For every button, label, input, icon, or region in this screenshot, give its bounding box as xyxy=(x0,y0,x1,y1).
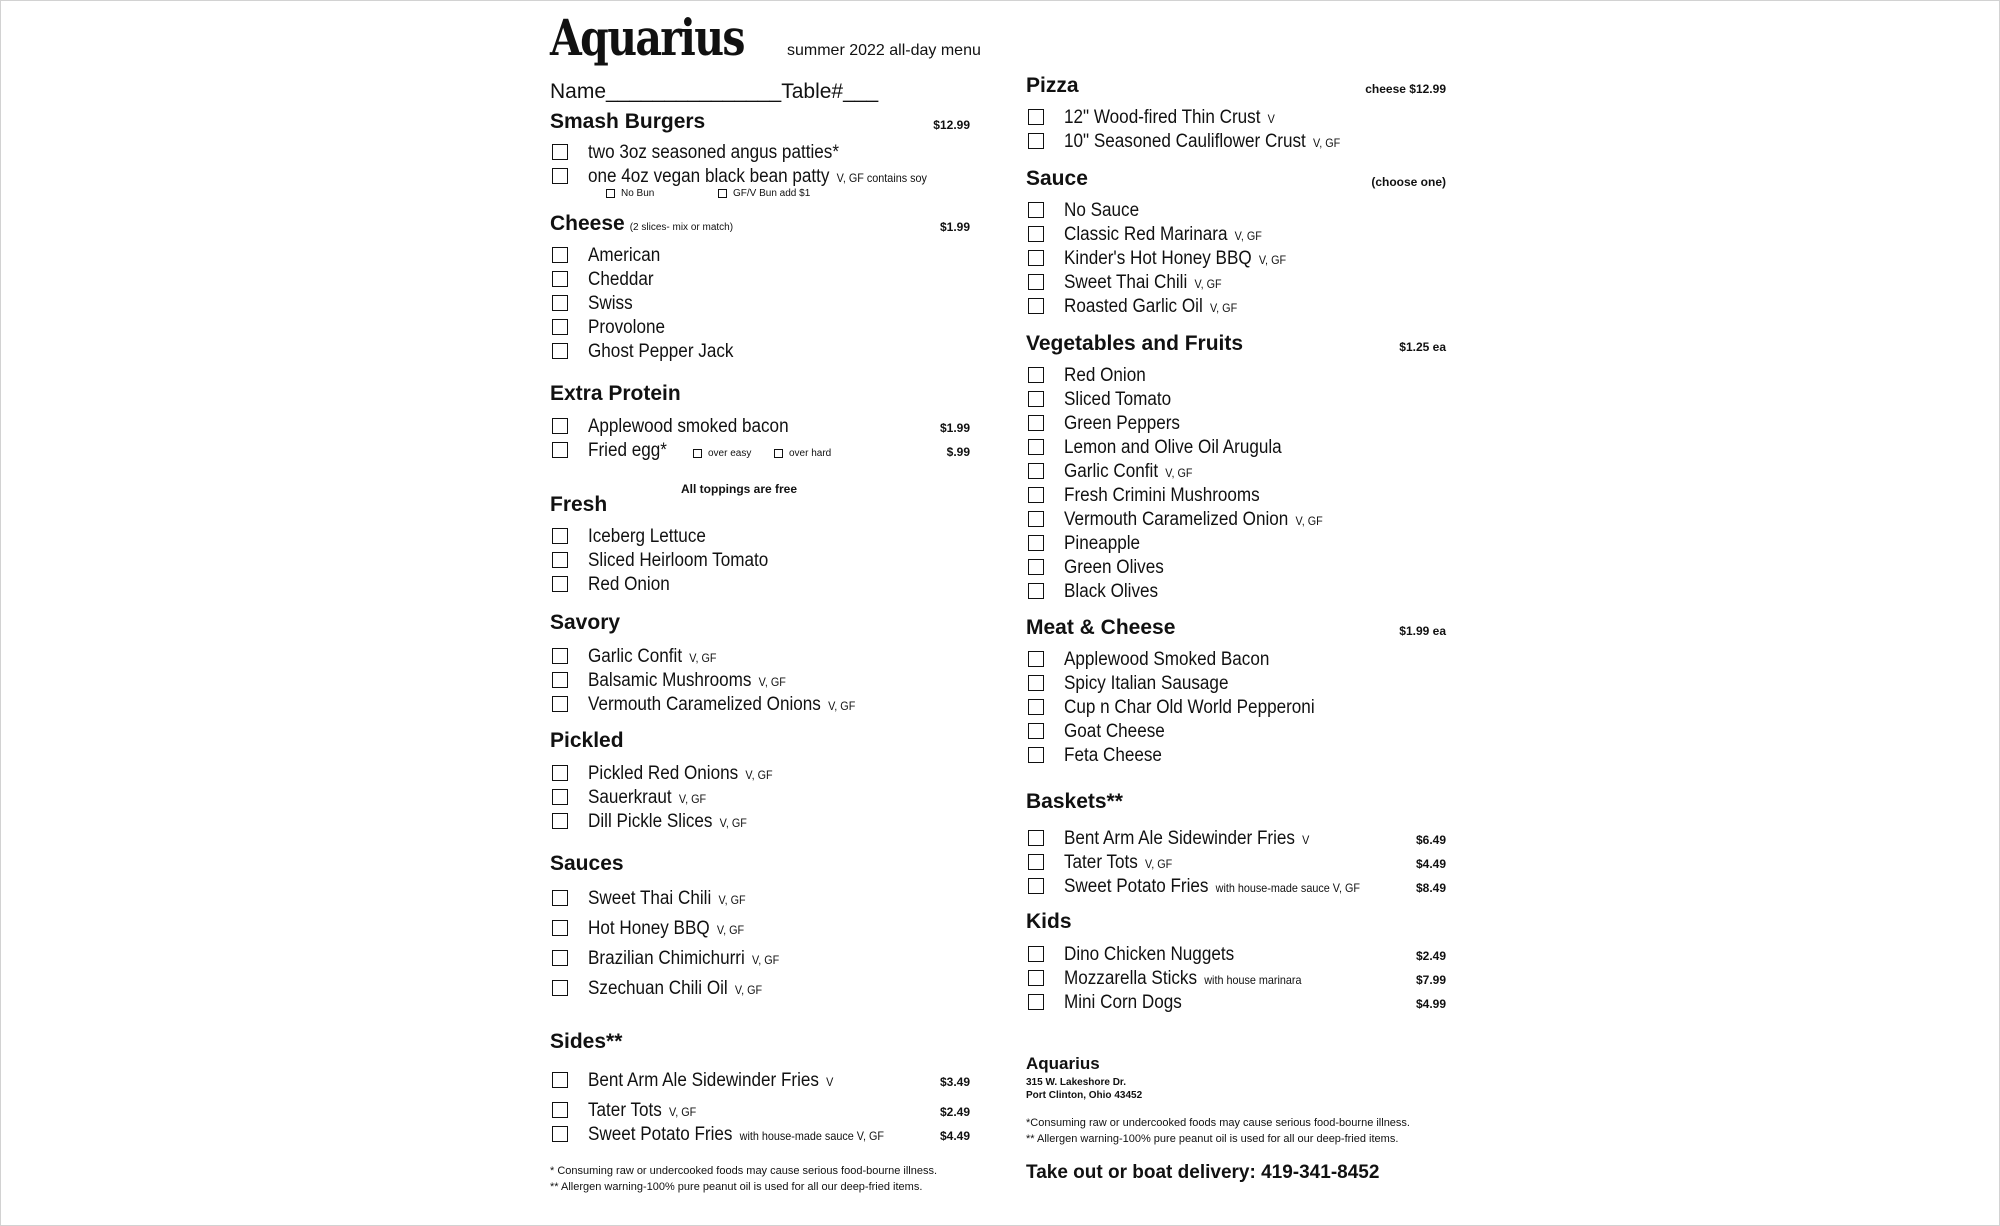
checkbox[interactable] xyxy=(1028,511,1044,527)
item-label: Dino Chicken Nuggets xyxy=(1064,944,1235,965)
checkbox[interactable] xyxy=(552,442,568,458)
section-title: Fresh xyxy=(550,493,608,516)
item-price: $4.49 xyxy=(1415,857,1446,871)
menu-item-row[interactable] xyxy=(550,245,970,269)
menu-item-row[interactable] xyxy=(1026,828,1446,852)
item-price: $8.49 xyxy=(1415,881,1446,895)
item-label: Garlic Confit V, GF xyxy=(588,646,717,667)
item-label: Sweet Thai Chili V, GF xyxy=(588,888,746,909)
item-note: with house marinara xyxy=(1204,973,1302,987)
section-sides xyxy=(550,1030,970,1060)
menu-item-row[interactable] xyxy=(1026,697,1446,721)
checkbox[interactable] xyxy=(552,528,568,544)
footnote-allergen: ** Allergen warning-100% pure peanut oil is used for all our deep-fried items. xyxy=(550,1181,923,1193)
menu-item-row[interactable] xyxy=(550,416,970,440)
section-vegetables-fruits xyxy=(1026,332,1446,362)
item-note: V, GF xyxy=(678,792,707,806)
menu-subtitle: summer 2022 all-day menu xyxy=(787,42,981,59)
menu-item-row[interactable] xyxy=(550,166,970,190)
item-note: V, GF xyxy=(734,983,763,997)
item-label: Sliced Tomato xyxy=(1064,389,1172,410)
item-label: two 3oz seasoned angus patties* xyxy=(588,142,839,163)
section-fresh xyxy=(550,493,970,523)
mini-checkbox[interactable] xyxy=(718,189,727,198)
item-label: Ghost Pepper Jack xyxy=(588,341,734,362)
item-label: Fresh Crimini Mushrooms xyxy=(1064,485,1260,506)
item-note: V xyxy=(1302,833,1310,847)
section-cheese xyxy=(550,212,970,242)
section-title: Smash Burgers xyxy=(550,110,706,133)
menu-item-row[interactable] xyxy=(550,948,970,972)
item-label: Spicy Italian Sausage xyxy=(1064,673,1229,694)
checkbox[interactable] xyxy=(552,1072,568,1088)
item-price: $7.99 xyxy=(1415,973,1446,987)
footnote-allergen: ** Allergen warning-100% pure peanut oil is used for all our deep-fried items. xyxy=(1026,1133,1399,1145)
checkbox[interactable] xyxy=(552,247,568,263)
item-price: $1.99 xyxy=(939,421,970,435)
menu-item-row[interactable] xyxy=(1026,533,1446,557)
item-label: Mozzarella Sticks with house marinara xyxy=(1064,968,1302,989)
item-label: Bent Arm Ale Sidewinder Fries V xyxy=(1064,828,1310,849)
section-pickled xyxy=(550,729,970,759)
item-price: $4.49 xyxy=(939,1129,970,1143)
item-label: Classic Red Marinara V, GF xyxy=(1064,224,1262,245)
item-label: Sauerkraut V, GF xyxy=(588,787,707,808)
item-note: V, GF xyxy=(716,923,745,937)
checkbox[interactable] xyxy=(552,648,568,664)
item-label: Garlic Confit V, GF xyxy=(1064,461,1193,482)
name-table-field[interactable]: Name_______________Table#___ xyxy=(550,80,879,103)
checkbox[interactable] xyxy=(1028,298,1044,314)
menu-item-row[interactable] xyxy=(1026,131,1446,155)
delivery-phone[interactable]: Take out or boat delivery: 419-341-8452 xyxy=(1026,1162,1380,1183)
checkbox[interactable] xyxy=(1028,367,1044,383)
item-label: Mini Corn Dogs xyxy=(1064,992,1182,1013)
item-label: Tater Tots V, GF xyxy=(588,1100,697,1121)
item-label: Vermouth Caramelized Onion V, GF xyxy=(1064,509,1323,530)
item-label: Roasted Garlic Oil V, GF xyxy=(1064,296,1238,317)
checkbox[interactable] xyxy=(552,765,568,781)
item-note: V, GF xyxy=(1313,136,1341,150)
item-label: Balsamic Mushrooms V, GF xyxy=(588,670,786,691)
section-price: $1.99 xyxy=(939,220,970,234)
checkbox[interactable] xyxy=(1028,651,1044,667)
section-title: Sauces xyxy=(550,852,624,875)
menu-item-row[interactable] xyxy=(550,574,970,598)
item-label: 10" Seasoned Cauliflower Crust V, GF xyxy=(1064,131,1341,152)
item-price: $.99 xyxy=(946,445,970,459)
checkbox[interactable] xyxy=(1028,699,1044,715)
item-label: American xyxy=(588,245,661,266)
bun-option-gf-bun[interactable]: GF/V Bun add $1 xyxy=(718,188,810,199)
checkbox[interactable] xyxy=(552,295,568,311)
item-note: V, GF xyxy=(1194,277,1222,291)
menu-item-row[interactable] xyxy=(550,978,970,1002)
item-label: Sweet Potato Fries with house-made sauce V, GF xyxy=(1064,876,1360,897)
item-note: with house-made sauce V, GF xyxy=(739,1129,884,1143)
checkbox[interactable] xyxy=(1028,747,1044,763)
item-note: with house-made sauce V, GF xyxy=(1215,881,1360,895)
menu-item-row[interactable] xyxy=(550,694,970,718)
menu-item-row[interactable] xyxy=(1026,557,1446,581)
item-label: Hot Honey BBQ V, GF xyxy=(588,918,745,939)
menu-item-row[interactable] xyxy=(1026,876,1446,900)
section-baskets xyxy=(1026,790,1446,820)
menu-item-row[interactable] xyxy=(1026,200,1446,224)
section-title: Sides** xyxy=(550,1030,623,1053)
checkbox[interactable] xyxy=(552,890,568,906)
checkbox[interactable] xyxy=(552,319,568,335)
item-note: V, GF xyxy=(689,651,717,665)
item-price: $4.99 xyxy=(1415,997,1446,1011)
menu-item-row[interactable] xyxy=(550,646,970,670)
menu-item-row[interactable] xyxy=(550,763,970,787)
checkbox[interactable] xyxy=(552,672,568,688)
section-title: Pickled xyxy=(550,729,624,752)
item-label: Applewood Smoked Bacon xyxy=(1064,649,1270,670)
egg-option-over-easy[interactable]: over easy xyxy=(693,448,751,459)
item-note: V, GF xyxy=(1234,229,1262,243)
logo: Aquarius xyxy=(550,8,744,67)
item-label: Cup n Char Old World Pepperoni xyxy=(1064,697,1315,718)
menu-item-row[interactable] xyxy=(1026,248,1446,272)
checkbox[interactable] xyxy=(552,920,568,936)
item-note: V, GF xyxy=(758,675,786,689)
section-price: cheese $12.99 xyxy=(1365,82,1446,96)
checkbox[interactable] xyxy=(1028,675,1044,691)
section-savory xyxy=(550,611,970,641)
checkbox[interactable] xyxy=(552,696,568,712)
item-note: V xyxy=(1267,112,1275,126)
item-label: Feta Cheese xyxy=(1064,745,1162,766)
item-label: Vermouth Caramelized Onions V, GF xyxy=(588,694,856,715)
item-price: $2.49 xyxy=(939,1105,970,1119)
checkbox[interactable] xyxy=(552,144,568,160)
egg-option-over-hard[interactable]: over hard xyxy=(774,448,831,459)
checkbox[interactable] xyxy=(552,950,568,966)
menu-item-row[interactable] xyxy=(1026,721,1446,745)
checkbox[interactable] xyxy=(1028,439,1044,455)
item-label: Tater Tots V, GF xyxy=(1064,852,1173,873)
checkbox[interactable] xyxy=(1028,994,1044,1010)
checkbox[interactable] xyxy=(1028,559,1044,575)
section-title: Cheese (2 slices- mix or match) xyxy=(550,212,734,235)
checkbox[interactable] xyxy=(552,271,568,287)
item-label: Sweet Thai Chili V, GF xyxy=(1064,272,1222,293)
item-label: Black Olives xyxy=(1064,581,1159,602)
section-title: Baskets** xyxy=(1026,790,1123,813)
menu-item-row[interactable] xyxy=(550,440,970,464)
menu-item-row[interactable] xyxy=(550,341,970,365)
toppings-free-note: All toppings are free xyxy=(681,482,798,496)
checkbox[interactable] xyxy=(552,813,568,829)
menu-item-row[interactable] xyxy=(1026,461,1446,485)
section-smash-burgers xyxy=(550,110,970,140)
menu-item-row[interactable] xyxy=(1026,485,1446,509)
menu-item-row[interactable] xyxy=(550,317,970,341)
item-label: Red Onion xyxy=(1064,365,1146,386)
item-price: $3.49 xyxy=(939,1075,970,1089)
menu-item-row[interactable] xyxy=(1026,581,1446,605)
mini-checkbox[interactable] xyxy=(606,189,615,198)
item-note: V, GF xyxy=(1209,301,1238,315)
checkbox[interactable] xyxy=(1028,391,1044,407)
item-label: 12" Wood-fired Thin Crust V xyxy=(1064,107,1275,128)
footnote-raw-food: * Consuming raw or undercooked foods may cause serious food-bourne illness. xyxy=(550,1165,938,1177)
checkbox[interactable] xyxy=(552,980,568,996)
section-sauces xyxy=(550,852,970,882)
item-label: Iceberg Lettuce xyxy=(588,526,706,547)
checkbox[interactable] xyxy=(1028,535,1044,551)
item-label: Sliced Heirloom Tomato xyxy=(588,550,769,571)
menu-item-row[interactable] xyxy=(1026,968,1446,992)
checkbox[interactable] xyxy=(552,789,568,805)
business-address-line2: Port Clinton, Ohio 43452 xyxy=(1026,1090,1143,1101)
section-price: $12.99 xyxy=(933,118,970,132)
checkbox[interactable] xyxy=(1028,109,1044,125)
checkbox[interactable] xyxy=(1028,415,1044,431)
item-note: V, GF xyxy=(719,816,747,830)
item-label: Pineapple xyxy=(1064,533,1141,554)
menu-item-row[interactable] xyxy=(1026,649,1446,673)
item-label: Green Olives xyxy=(1064,557,1164,578)
menu-item-row[interactable] xyxy=(550,526,970,550)
checkbox[interactable] xyxy=(552,168,568,184)
menu-item-row[interactable] xyxy=(550,1070,970,1094)
menu-item-row[interactable] xyxy=(550,550,970,574)
item-label: Pickled Red Onions V, GF xyxy=(588,763,773,784)
item-label: Bent Arm Ale Sidewinder Fries V xyxy=(588,1070,834,1091)
checkbox[interactable] xyxy=(1028,830,1044,846)
item-label: No Sauce xyxy=(1064,200,1140,221)
section-price: (choose one) xyxy=(1371,175,1446,189)
checkbox[interactable] xyxy=(552,1102,568,1118)
menu-item-row[interactable] xyxy=(550,1100,970,1124)
item-label: Dill Pickle Slices V, GF xyxy=(588,811,747,832)
item-note: V, GF xyxy=(1258,253,1287,267)
checkbox[interactable] xyxy=(1028,854,1044,870)
section-title: Meat & Cheese xyxy=(1026,616,1176,639)
section-title: Kids xyxy=(1026,910,1072,933)
checkbox[interactable] xyxy=(1028,274,1044,290)
section-pizza xyxy=(1026,74,1446,104)
menu-item-row[interactable] xyxy=(1026,107,1446,131)
mini-checkbox[interactable] xyxy=(693,449,702,458)
checkbox[interactable] xyxy=(1028,487,1044,503)
item-label: Fried egg* xyxy=(588,440,667,461)
item-label: Szechuan Chili Oil V, GF xyxy=(588,978,763,999)
section-kids xyxy=(1026,910,1446,940)
section-note: (2 slices- mix or match) xyxy=(629,222,734,233)
menu-item-row[interactable] xyxy=(550,269,970,293)
checkbox[interactable] xyxy=(552,552,568,568)
menu-item-row[interactable] xyxy=(1026,852,1446,876)
item-note: V, GF xyxy=(745,768,773,782)
business-address-line1: 315 W. Lakeshore Dr. xyxy=(1026,1077,1127,1088)
section-title: Extra Protein xyxy=(550,382,681,405)
item-note: V, GF xyxy=(751,953,780,967)
item-label: Provolone xyxy=(588,317,666,338)
item-label: Cheddar xyxy=(588,269,654,290)
item-price: $6.49 xyxy=(1415,833,1446,847)
item-note: V, GF contains soy xyxy=(836,171,927,185)
menu-item-row[interactable] xyxy=(1026,992,1446,1016)
bun-option-no-bun[interactable]: No Bun xyxy=(606,188,654,199)
section-title: Pizza xyxy=(1026,74,1079,97)
checkbox[interactable] xyxy=(1028,133,1044,149)
section-extra-protein xyxy=(550,382,970,412)
item-label: Kinder's Hot Honey BBQ V, GF xyxy=(1064,248,1287,269)
menu-item-row[interactable] xyxy=(1026,944,1446,968)
business-name: Aquarius xyxy=(1026,1054,1100,1073)
section-title: Sauce xyxy=(1026,167,1088,190)
item-note: V, GF xyxy=(828,699,856,713)
menu-item-row[interactable] xyxy=(550,811,970,835)
menu-item-row[interactable] xyxy=(1026,272,1446,296)
section-price: $1.25 ea xyxy=(1399,340,1446,354)
item-note: V, GF xyxy=(1145,857,1173,871)
checkbox[interactable] xyxy=(1028,723,1044,739)
item-note: V, GF xyxy=(1295,514,1323,528)
item-label: Sweet Potato Fries with house-made sauce V, GF xyxy=(588,1124,884,1145)
checkbox[interactable] xyxy=(1028,946,1044,962)
menu-item-row[interactable] xyxy=(1026,413,1446,437)
checkbox[interactable] xyxy=(1028,878,1044,894)
item-label: Lemon and Olive Oil Arugula xyxy=(1064,437,1282,458)
section-title: Savory xyxy=(550,611,621,634)
menu-item-row[interactable] xyxy=(550,918,970,942)
section-sauce xyxy=(1026,167,1446,197)
item-price: $2.49 xyxy=(1415,949,1446,963)
footnote-raw-food: *Consuming raw or undercooked foods may cause serious food-bourne illness. xyxy=(1026,1117,1410,1129)
item-note: V, GF xyxy=(718,893,746,907)
checkbox[interactable] xyxy=(1028,226,1044,242)
mini-checkbox[interactable] xyxy=(774,449,783,458)
menu-item-row[interactable] xyxy=(550,142,970,166)
item-note: V, GF xyxy=(1165,466,1193,480)
item-note: V, GF xyxy=(669,1105,697,1119)
item-label: Red Onion xyxy=(588,574,670,595)
menu-item-row[interactable] xyxy=(550,888,970,912)
menu-item-row[interactable] xyxy=(550,1124,970,1148)
item-label: Goat Cheese xyxy=(1064,721,1165,742)
item-label: Swiss xyxy=(588,293,633,314)
menu-item-row[interactable] xyxy=(1026,296,1446,320)
checkbox[interactable] xyxy=(552,418,568,434)
checkbox[interactable] xyxy=(552,343,568,359)
item-label: Brazilian Chimichurri V, GF xyxy=(588,948,780,969)
checkbox[interactable] xyxy=(1028,202,1044,218)
menu-item-row[interactable] xyxy=(1026,224,1446,248)
section-price: $1.99 ea xyxy=(1399,624,1446,638)
section-title: Vegetables and Fruits xyxy=(1026,332,1244,355)
menu-item-row[interactable] xyxy=(550,670,970,694)
checkbox[interactable] xyxy=(1028,583,1044,599)
item-label: Applewood smoked bacon xyxy=(588,416,789,437)
checkbox[interactable] xyxy=(1028,970,1044,986)
menu-item-row[interactable] xyxy=(1026,509,1446,533)
item-note: V xyxy=(826,1075,834,1089)
section-meat-cheese xyxy=(1026,616,1446,646)
checkbox[interactable] xyxy=(552,1126,568,1142)
menu-item-row[interactable] xyxy=(1026,365,1446,389)
checkbox[interactable] xyxy=(552,576,568,592)
menu-item-row[interactable] xyxy=(1026,389,1446,413)
item-label: Green Peppers xyxy=(1064,413,1180,434)
menu-item-row[interactable] xyxy=(1026,745,1446,769)
menu-item-row[interactable] xyxy=(550,293,970,317)
menu-item-row[interactable] xyxy=(1026,437,1446,461)
menu-item-row[interactable] xyxy=(550,787,970,811)
checkbox[interactable] xyxy=(1028,463,1044,479)
item-label: one 4oz vegan black bean patty V, GF contains soy xyxy=(588,166,927,187)
checkbox[interactable] xyxy=(1028,250,1044,266)
menu-item-row[interactable] xyxy=(1026,673,1446,697)
